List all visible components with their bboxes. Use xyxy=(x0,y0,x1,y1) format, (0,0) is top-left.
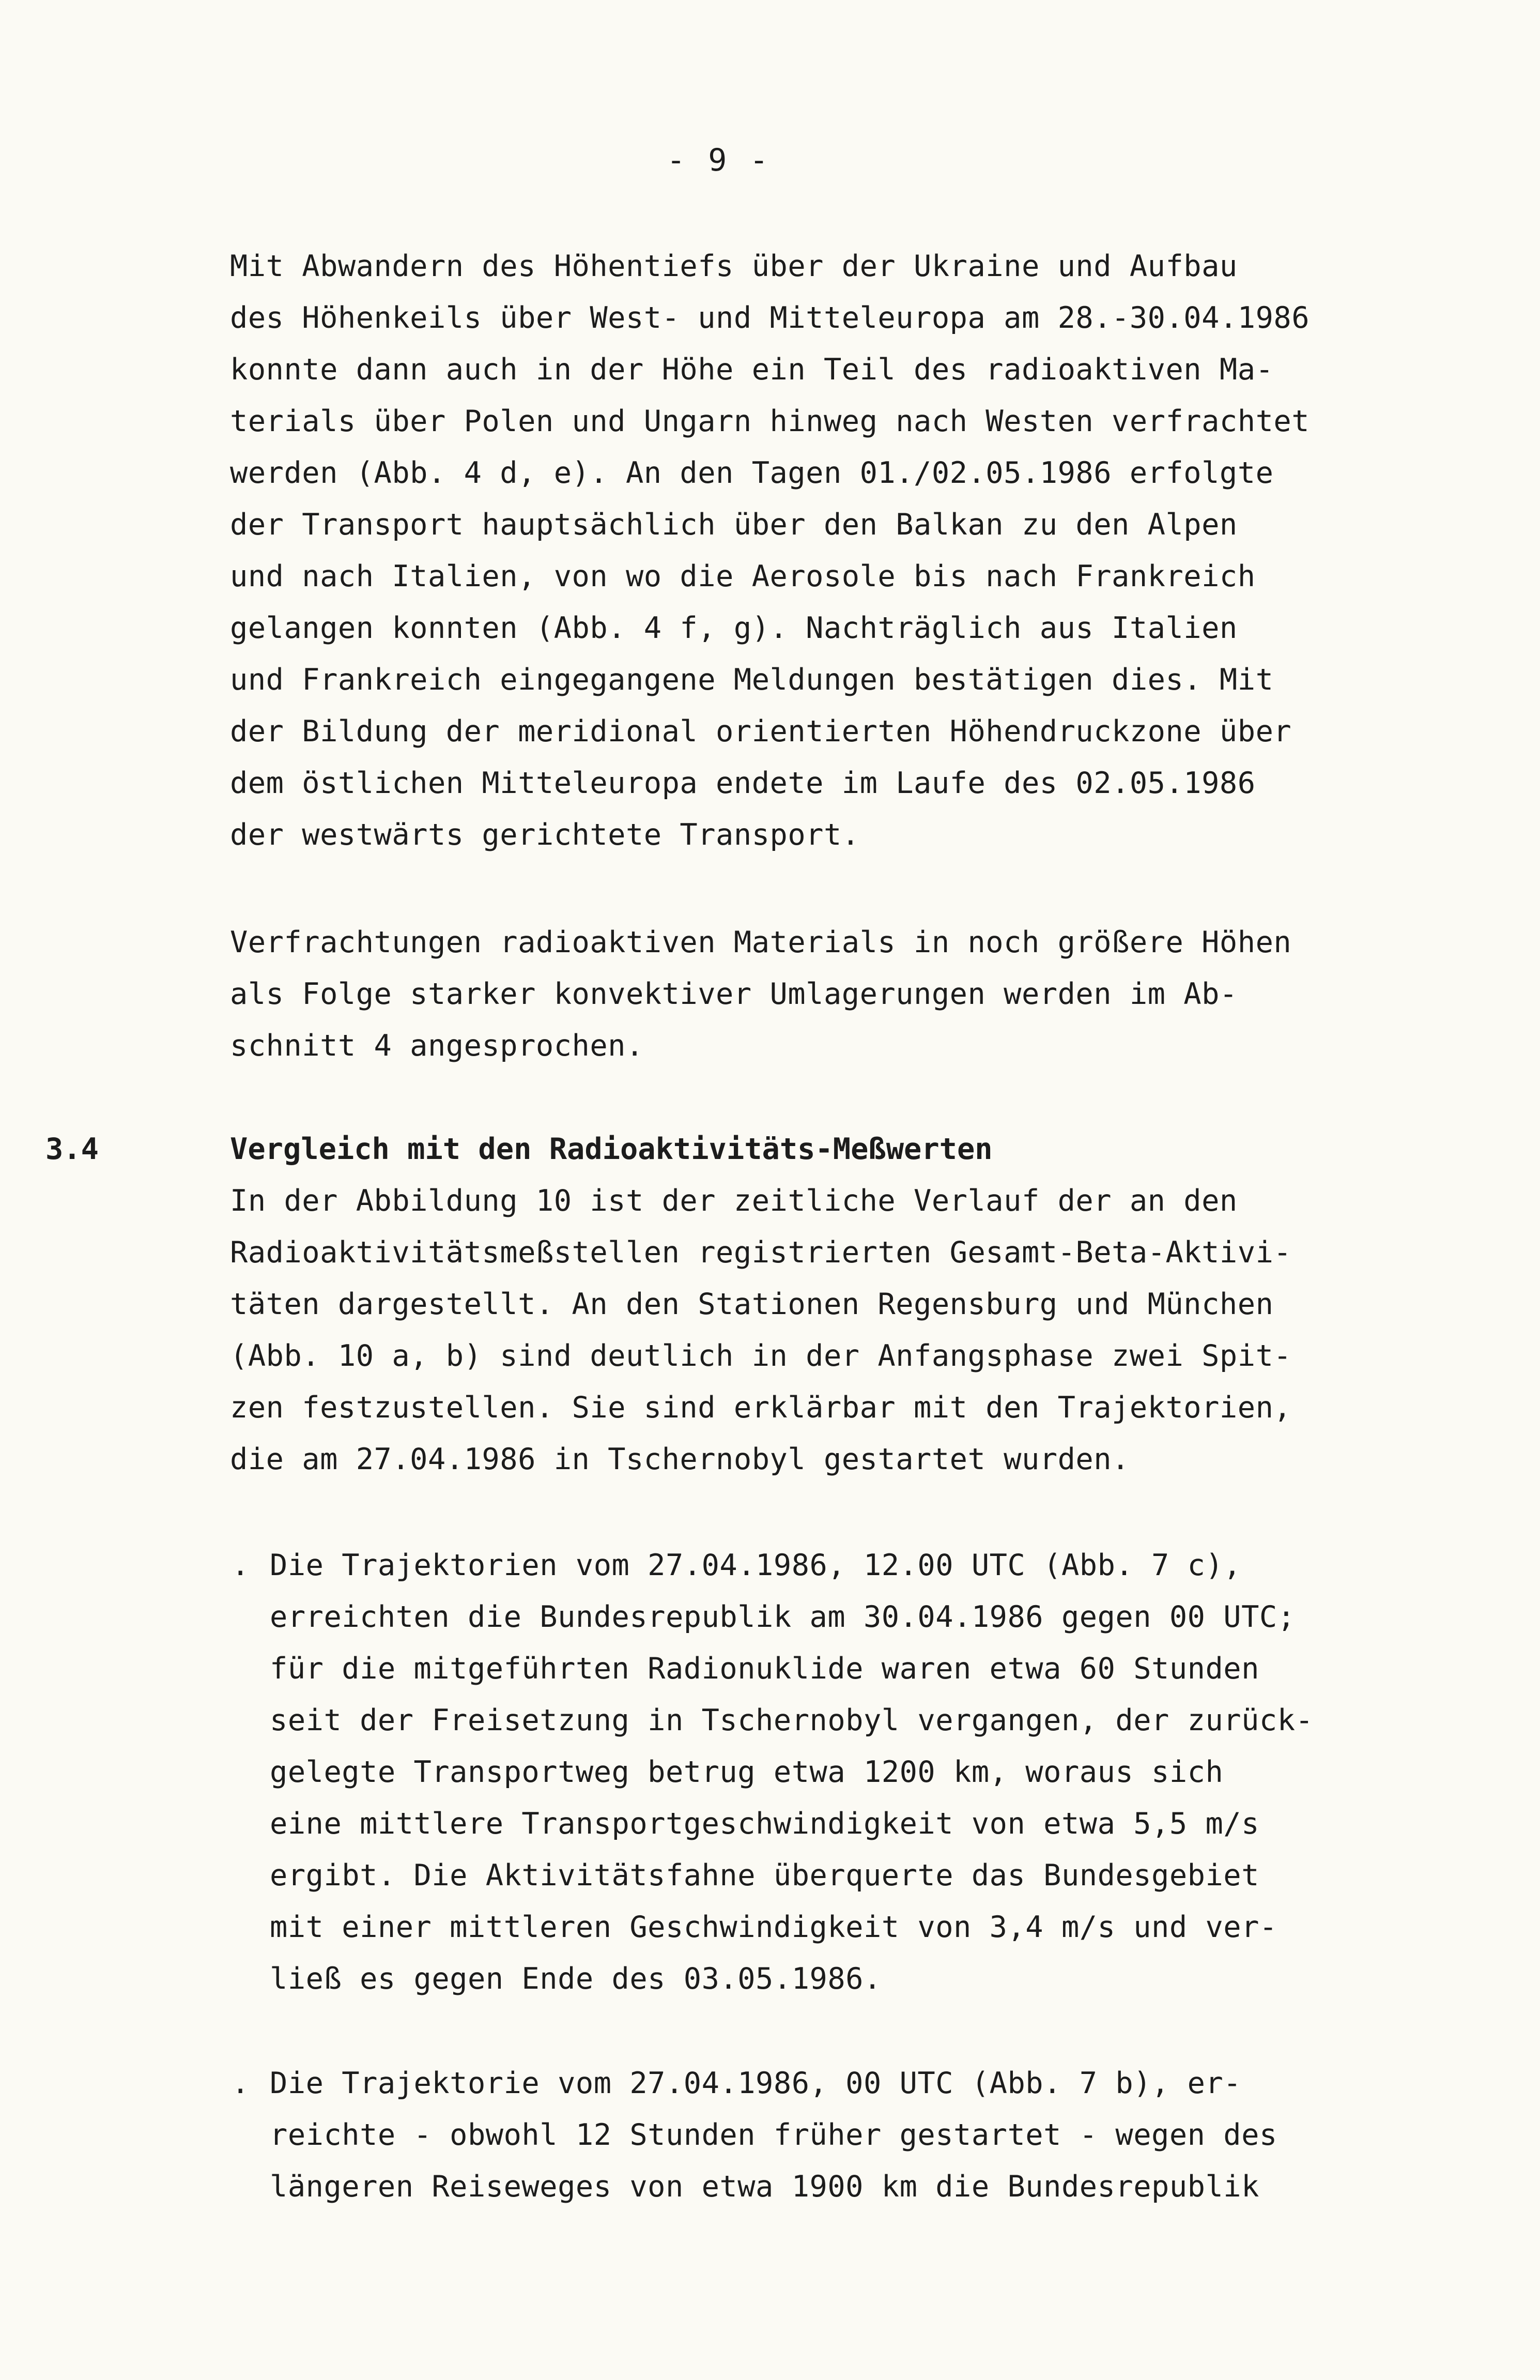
bullet-line: Die Trajektorie vom 27.04.1986, 00 UTC (Abb. 7 b), er- xyxy=(270,2066,1242,2100)
bullet-marker: . xyxy=(232,1548,250,1582)
text-line: konnte dann auch in der Höhe ein Teil des radioaktiven Ma- xyxy=(230,353,1274,387)
text-line: Verfrachtungen radioaktiven Materials in noch größere Höhen xyxy=(230,925,1292,959)
bullet-line: erreichten die Bundesrepublik am 30.04.1986 gegen 00 UTC; xyxy=(270,1600,1296,1634)
text-line: der Bildung der meridional orientierten Höhendruckzone über xyxy=(230,714,1292,749)
bullet-line: seit der Freisetzung in Tschernobyl vergangen, der zurück- xyxy=(270,1703,1314,1737)
text-line: zen festzustellen. Sie sind erklärbar mit den Trajektorien, xyxy=(230,1391,1292,1425)
text-line: Mit Abwandern des Höhentiefs über der Ukraine und Aufbau xyxy=(230,249,1238,283)
text-line: gelangen konnten (Abb. 4 f, g). Nachträglich aus Italien xyxy=(230,611,1238,645)
bullet-line: Die Trajektorien vom 27.04.1986, 12.00 UTC (Abb. 7 c), xyxy=(270,1548,1242,1582)
text-line: und Frankreich eingegangene Meldungen bestätigen dies. Mit xyxy=(230,663,1274,697)
text-line: die am 27.04.1986 in Tschernobyl gestartet wurden. xyxy=(230,1442,1130,1476)
section-heading: Vergleich mit den Radioaktivitäts-Meßwerten xyxy=(230,1132,993,1166)
text-line: dem östlichen Mitteleuropa endete im Laufe des 02.05.1986 xyxy=(230,766,1256,800)
bullet-line: für die mitgeführten Radionuklide waren etwa 60 Stunden xyxy=(270,1652,1259,1686)
text-line: und nach Italien, von wo die Aerosole bis nach Frankreich xyxy=(230,559,1256,593)
bullet-line: gelegte Transportweg betrug etwa 1200 km, woraus sich xyxy=(270,1755,1224,1789)
bullet-line: längeren Reiseweges von etwa 1900 km die Bundesrepublik xyxy=(270,2170,1259,2204)
text-line: täten dargestellt. An den Stationen Regensburg und München xyxy=(230,1287,1274,1321)
bullet-marker: . xyxy=(232,2066,250,2100)
text-line: terials über Polen und Ungarn hinweg nach Westen verfrachtet xyxy=(230,404,1310,438)
text-line: In der Abbildung 10 ist der zeitliche Verlauf der an den xyxy=(230,1184,1238,1218)
text-line: der westwärts gerichtete Transport. xyxy=(230,818,860,852)
text-line: (Abb. 10 a, b) sind deutlich in der Anfangsphase zwei Spit- xyxy=(230,1339,1292,1373)
section-number: 3.4 xyxy=(45,1132,99,1166)
text-line: des Höhenkeils über West- und Mitteleuropa am 28.-30.04.1986 xyxy=(230,301,1310,335)
bullet-line: ließ es gegen Ende des 03.05.1986. xyxy=(270,1962,882,1996)
text-line: Radioaktivitätsmeßstellen registrierten Gesamt-Beta-Aktivi- xyxy=(230,1235,1292,1270)
text-line: werden (Abb. 4 d, e). An den Tagen 01./02.05.1986 erfolgte xyxy=(230,456,1274,490)
text-line: schnitt 4 angesprochen. xyxy=(230,1029,644,1063)
page-number: - 9 - xyxy=(667,142,771,178)
bullet-line: eine mittlere Transportgeschwindigkeit von etwa 5,5 m/s xyxy=(270,1807,1259,1841)
bullet-line: ergibt. Die Aktivitätsfahne überquerte das Bundesgebiet xyxy=(270,1858,1259,1893)
text-line: der Transport hauptsächlich über den Balkan zu den Alpen xyxy=(230,508,1238,542)
bullet-line: reichte - obwohl 12 Stunden früher gestartet - wegen des xyxy=(270,2118,1277,2152)
bullet-line: mit einer mittleren Geschwindigkeit von 3,4 m/s und ver- xyxy=(270,1910,1277,1944)
text-line: als Folge starker konvektiver Umlagerungen werden im Ab- xyxy=(230,977,1238,1011)
